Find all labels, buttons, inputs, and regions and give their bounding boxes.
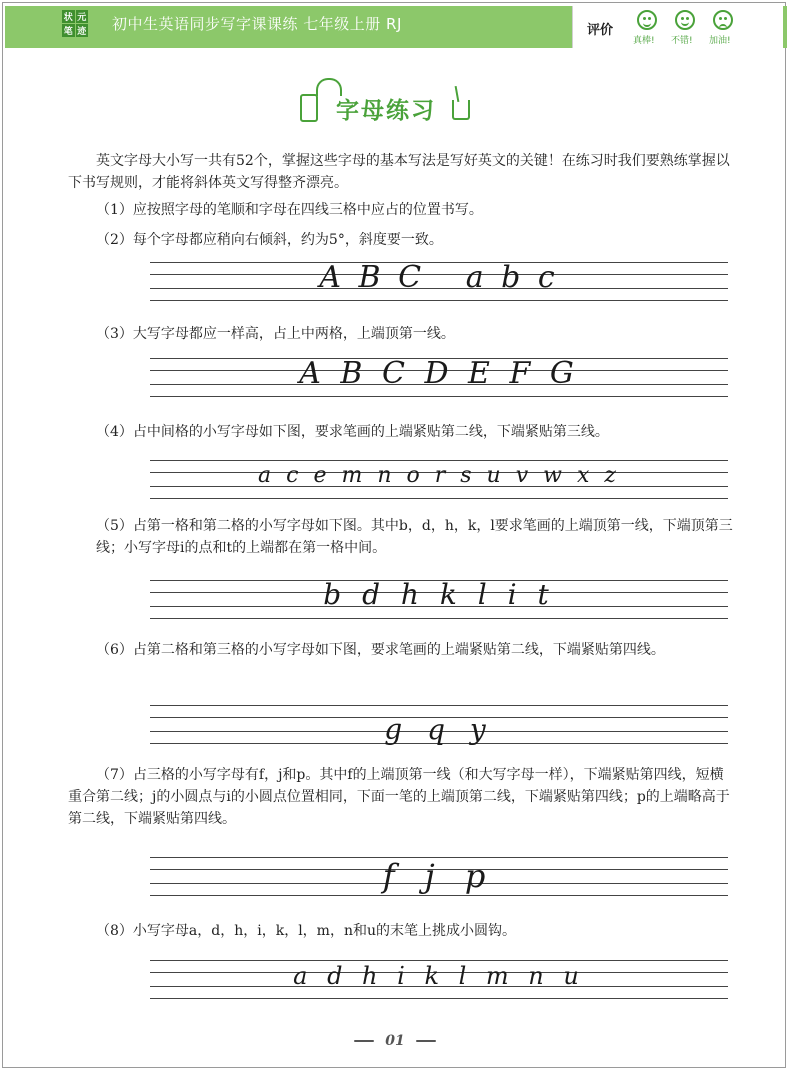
evaluation-label: 评价 <box>587 23 614 38</box>
ornament-icon <box>354 1040 374 1042</box>
smile-face-icon[interactable] <box>675 10 695 30</box>
logo-char: 笔 <box>62 24 75 37</box>
rule-8: （8）小写字母a，d，h，i，k，l，m，n和u的末笔上挑成小圆钩。 <box>96 923 516 939</box>
sample-letters: A B C a b c <box>319 260 559 295</box>
sample-letters: A B C D E F G <box>299 356 579 391</box>
rule-6: （6）占第二格和第三格的小写字母如下图，要求笔画的上端紧贴第二线，下端紧贴第四线。 <box>96 642 665 658</box>
sad-face-icon[interactable] <box>713 10 733 30</box>
series-title: 初中生英语同步写字课课练 七年级上册 RJ <box>112 15 402 33</box>
writing-lines-5 <box>150 705 728 745</box>
intro-paragraph: 英文字母大小写一共有52个，掌握这些字母的基本写法是写好英文的关键！在练习时我们要熟练掌握以下书写规则，才能将斜体英文写得整齐漂亮。 <box>68 153 730 191</box>
brand-logo <box>62 10 88 36</box>
writing-lines-3 <box>150 460 728 500</box>
ruler-icon <box>300 94 318 122</box>
page-title: 字母练习 <box>336 98 436 124</box>
evaluation-box <box>572 6 783 48</box>
rule-4: （4）占中间格的小写字母如下图，要求笔画的上端紧贴第二线，下端紧贴第三线。 <box>96 424 609 440</box>
writing-lines-6 <box>150 857 728 897</box>
sample-letters: a c e m n o r s u v w x z <box>258 463 620 488</box>
happy-face-icon[interactable] <box>637 10 657 30</box>
page-footer <box>0 1030 790 1049</box>
rule-5 <box>96 515 736 559</box>
writing-lines-2 <box>150 358 728 398</box>
logo-char: 状 <box>62 10 75 23</box>
rule-5-text: （5）占第一格和第二格的小写字母如下图。其中b，d，h，k，l要求笔画的上端顶第一线，下端顶第三线；小写字母i的点和t的上端都在第一格中间。 <box>96 518 733 556</box>
sample-letters: a d h i k l m n u <box>293 962 585 990</box>
rule-2: （2）每个字母都应稍向右倾斜，约为5°，斜度要一致。 <box>96 232 443 248</box>
page-number: 01 <box>385 1033 405 1049</box>
sample-letters: b d h k l i t <box>323 578 555 611</box>
rule-7: （7）占三格的小写字母有f，j和p。其中f的上端顶第一线（和大写字母一样），下端紧贴第四线，短横重合第二线；j的小圆点与i的小圆点位置相同，下面一笔的上端顶第二线，下端紧贴第四线；p的上端略高于第二线，下端紧贴第四线。 <box>68 767 730 827</box>
logo-char: 元 <box>76 10 89 23</box>
sample-letters: g q y <box>384 713 494 746</box>
writing-lines-1 <box>150 262 728 302</box>
ornament-icon <box>416 1040 436 1042</box>
sample-letters: f j p <box>382 857 496 895</box>
pen-holder-icon <box>452 100 470 120</box>
section-title-block <box>300 72 480 132</box>
rule-3: （3）大写字母都应一样高，占上中两格，上端顶第一线。 <box>96 326 455 342</box>
writing-lines-7 <box>150 960 728 1000</box>
face-caption: 不错! <box>671 36 693 46</box>
face-caption: 加油! <box>709 36 731 46</box>
face-caption: 真棒! <box>633 36 655 46</box>
rule-1: （1）应按照字母的笔顺和字母在四线三格中应占的位置书写。 <box>96 202 483 218</box>
logo-char: 迹 <box>76 24 89 37</box>
writing-lines-4 <box>150 580 728 620</box>
